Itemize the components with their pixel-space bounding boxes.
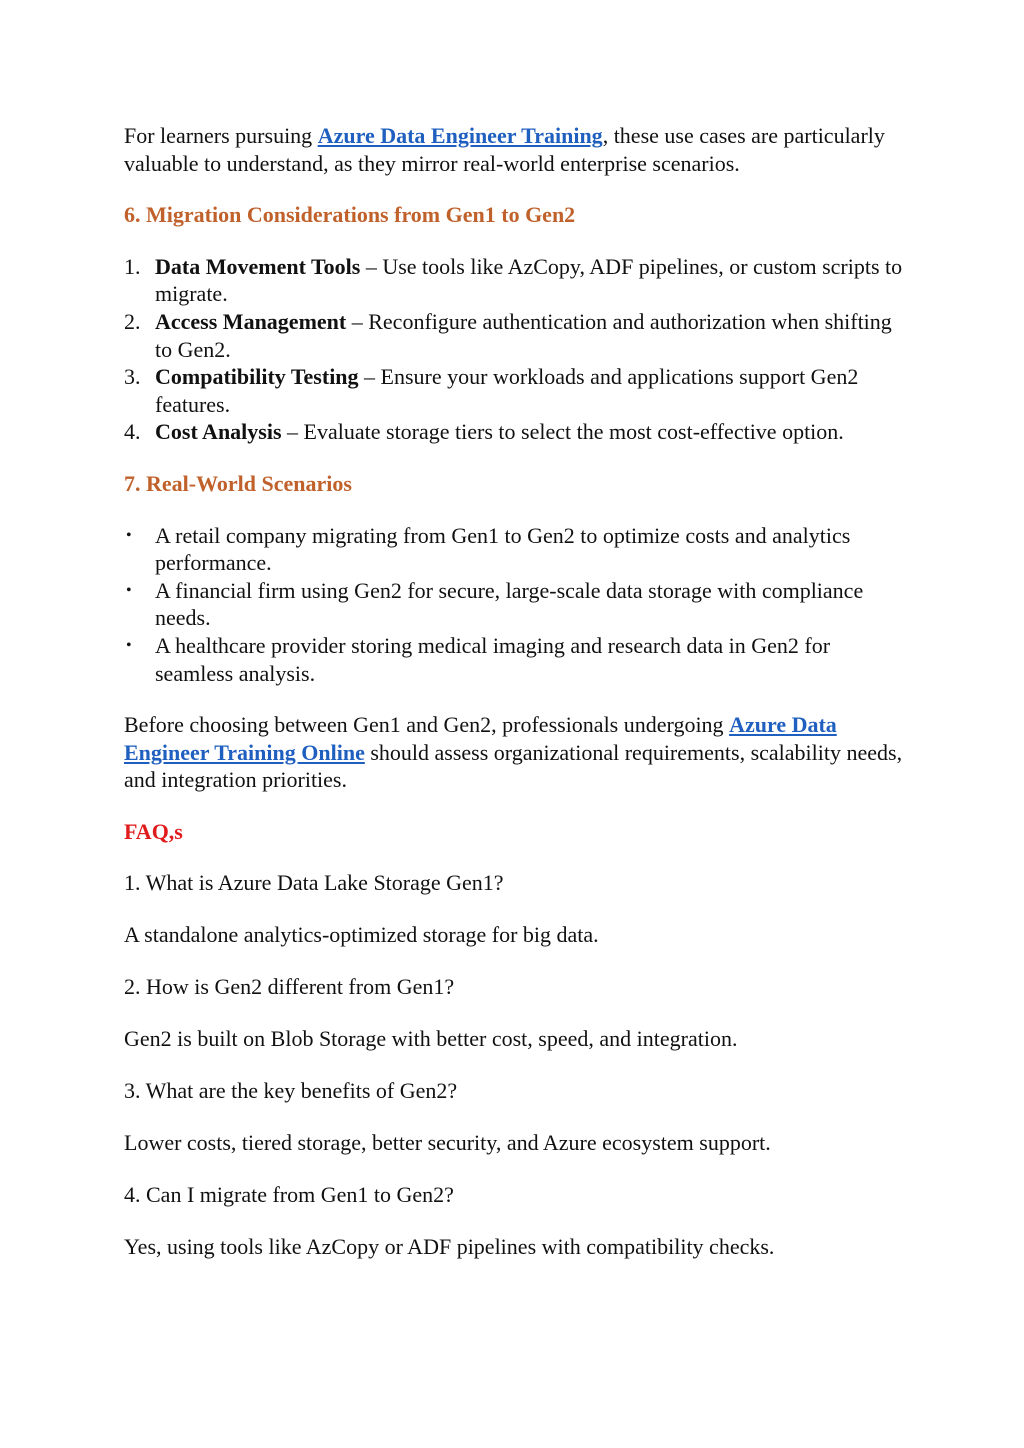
list-number: 2. <box>124 308 141 334</box>
faq-heading: FAQ,s <box>124 818 183 844</box>
list-item-text: A retail company migrating from Gen1 to Gen2 to optimize costs and analytics performance. <box>155 522 851 576</box>
list-item <box>124 577 904 632</box>
section-6-heading: 6. Migration Considerations from Gen1 to Gen2 <box>124 202 576 228</box>
faq-answer: Gen2 is built on Blob Storage with better cost, speed, and integration. <box>124 1026 738 1052</box>
list-item-text: – Reconfigure authentication and authorization when shifting to Gen2. <box>155 308 892 362</box>
list-item-text: – Use tools like AzCopy, ADF pipelines, or custom scripts to migrate. <box>155 253 903 307</box>
faq-answer: A standalone analytics-optimized storage for big data. <box>124 922 599 948</box>
faq-question: 1. What is Azure Data Lake Storage Gen1? <box>124 870 504 896</box>
list-item <box>124 308 904 363</box>
faq-question: 3. What are the key benefits of Gen2? <box>124 1078 458 1104</box>
faq-answer: Yes, using tools like AzCopy or ADF pipelines with compatibility checks. <box>124 1234 775 1260</box>
section-7-heading: 7. Real-World Scenarios <box>124 470 352 496</box>
bullet-icon: • <box>126 581 132 599</box>
list-item-text: – Ensure your workloads and applications support Gen2 features. <box>155 364 859 417</box>
closing-text-start: Before choosing between Gen1 and Gen2, professionals undergoing <box>124 712 730 738</box>
faq-question: 2. How is Gen2 different from Gen1? <box>124 974 455 1000</box>
bullet-icon: • <box>126 636 132 654</box>
list-item-term: Cost Analysis <box>155 419 282 445</box>
closing-text-end: should assess organizational requirements, scalability needs, and integration priorities. <box>124 739 903 793</box>
list-item <box>124 632 904 687</box>
list-number: 4. <box>124 419 141 445</box>
list-item-text: – Evaluate storage tiers to select the most cost-effective option. <box>281 419 844 445</box>
intro-paragraph <box>124 122 904 177</box>
real-world-scenarios-list <box>124 522 904 688</box>
intro-text-end: , these use cases are particularly valuable to understand, as they mirror real-world enterprise scenarios. <box>124 123 885 176</box>
list-item-term: Access Management <box>155 308 347 334</box>
list-item <box>124 363 904 418</box>
azure-data-engineer-training-link[interactable]: Azure Data Engineer Training <box>317 123 603 148</box>
closing-paragraph <box>124 711 904 794</box>
list-number: 1. <box>124 253 141 279</box>
intro-text-start: For learners pursuing <box>124 123 318 148</box>
list-item-text: A financial firm using Gen2 for secure, large-scale data storage with compliance needs. <box>155 577 864 631</box>
list-item-term: Compatibility Testing <box>155 364 359 390</box>
document-page <box>124 122 904 1285</box>
list-number: 3. <box>124 364 141 390</box>
bullet-icon: • <box>126 526 132 544</box>
faq-answer: Lower costs, tiered storage, better security, and Azure ecosystem support. <box>124 1130 771 1156</box>
list-item-term: Data Movement Tools <box>155 253 361 279</box>
faq-list <box>124 869 904 1260</box>
list-item <box>124 253 904 308</box>
azure-data-engineer-training-online-link[interactable]: Azure Data Engineer Training Online <box>124 712 837 765</box>
migration-considerations-list <box>124 253 904 446</box>
list-item-text: A healthcare provider storing medical imaging and research data in Gen2 for seamless analysis. <box>155 632 831 686</box>
list-item <box>124 522 904 577</box>
faq-question: 4. Can I migrate from Gen1 to Gen2? <box>124 1182 454 1208</box>
list-item <box>124 418 904 446</box>
